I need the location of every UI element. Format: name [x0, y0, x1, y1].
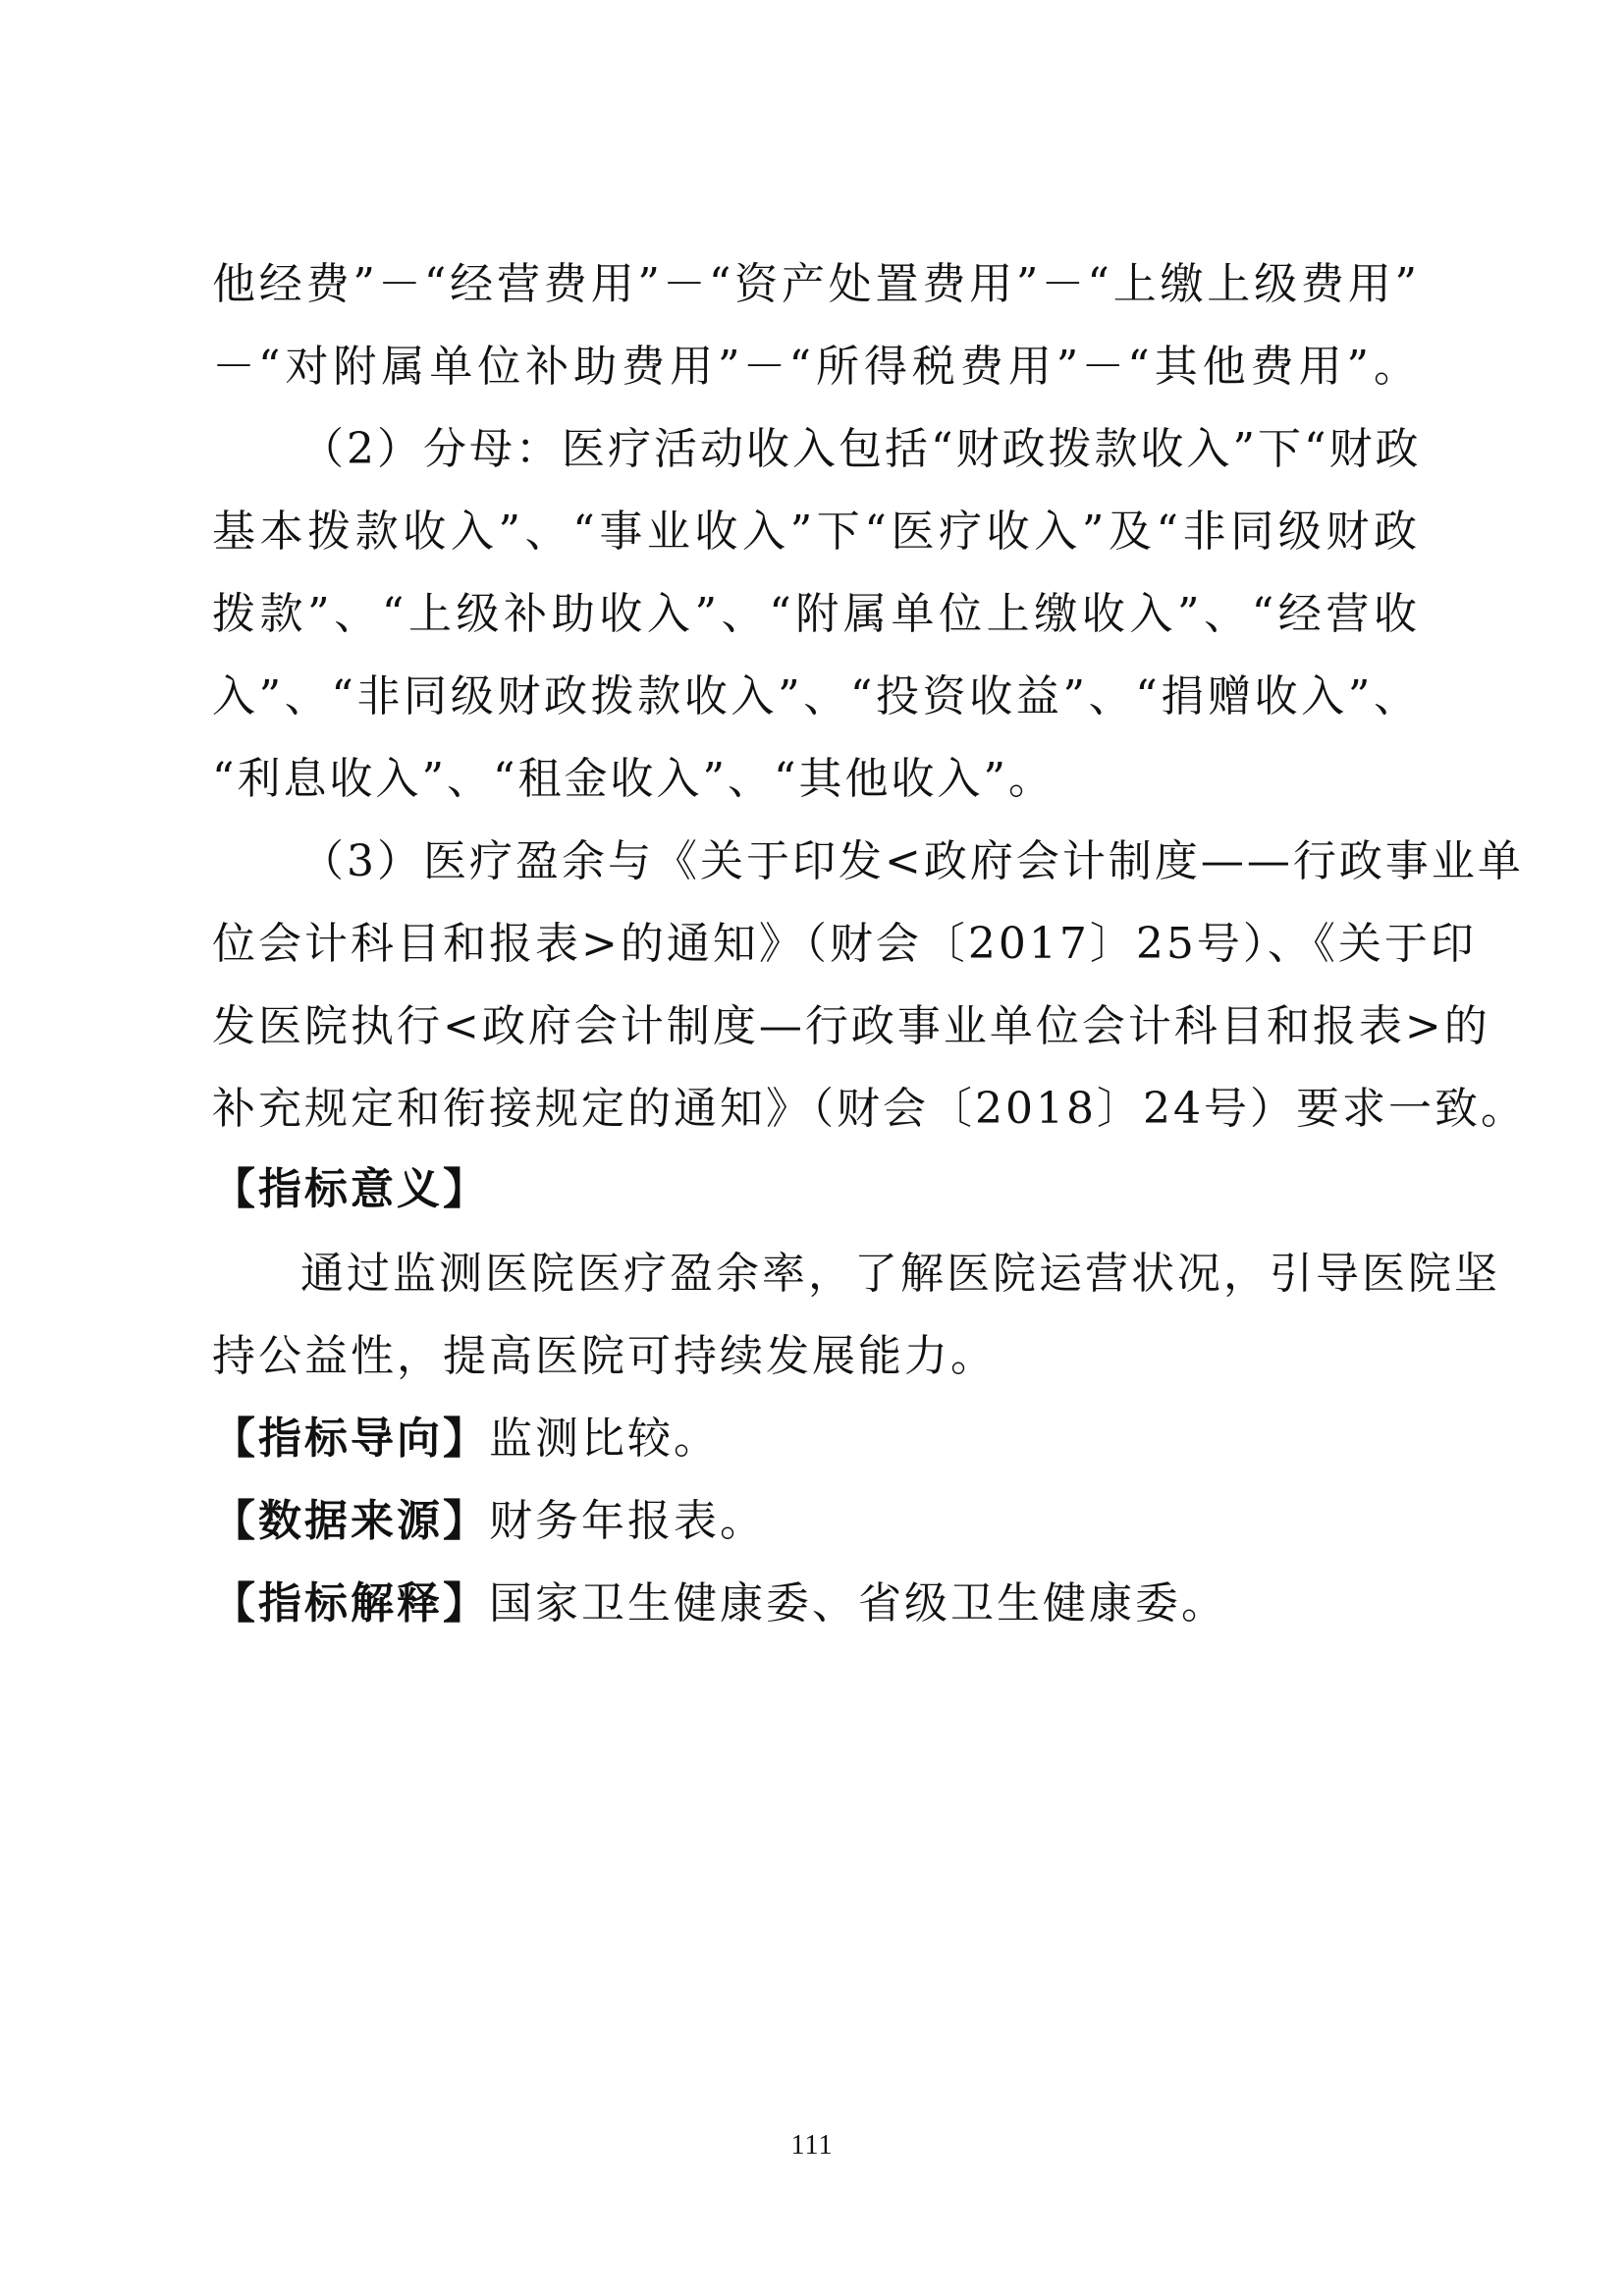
para2-line2: 基本拨款收入”、“事业收入”下“医疗收入”及“非同级财政	[212, 507, 1420, 557]
direction-heading: 【指标导向】	[212, 1414, 489, 1464]
page-number: 111	[790, 2130, 834, 2161]
interpretation-heading: 【指标解释】	[212, 1578, 489, 1629]
source-row	[212, 1480, 1420, 1563]
significance-line2: 持公益性，提高医院可持续发展能力。	[212, 1331, 997, 1381]
significance-line1: 通过监测医院医疗盈余率，了解医院运营状况，引导医院坚	[300, 1249, 1500, 1299]
significance-heading: 【指标意义】	[212, 1164, 489, 1214]
para2-line3: 拨款”、“上级补助收入”、“附属单位上缴收入”、“经营收	[212, 589, 1420, 639]
para2-line4: 入”、“非同级财政拨款收入”、“投资收益”、“捐赠收入”、	[212, 671, 1420, 721]
para3-line3: 发医院执行<政府会计制度—行政事业单位会计科目和报表>的	[212, 1001, 1490, 1051]
interpretation-text: 国家卫生健康委、省级卫生健康委。	[489, 1578, 1227, 1629]
source-text: 财务年报表。	[489, 1496, 766, 1546]
direction-text: 监测比较。	[489, 1414, 720, 1464]
para1-line1: 他经费”－“经营费用”－“资产处置费用”－“上缴上级费用”	[212, 259, 1420, 309]
para2-line1: （2）分母：医疗活动收入包括“财政拨款收入”下“财政	[300, 424, 1422, 474]
para1-line2: －“对附属单位补助费用”－“所得税费用”－“其他费用”。	[212, 342, 1420, 392]
para2-line5: “利息收入”、“租金收入”、“其他收入”。	[212, 754, 1055, 804]
para3-line2: 位会计科目和报表>的通知》（财会〔2017〕25号）、《关于印	[212, 919, 1477, 969]
para3-line1: （3）医疗盈余与《关于印发<政府会计制度——行政事业单	[300, 836, 1524, 886]
interpretation-row	[212, 1563, 1420, 1645]
direction-row	[212, 1398, 1420, 1480]
para3-line4: 补充规定和衔接规定的通知》（财会〔2018〕24号）要求一致。	[212, 1084, 1527, 1134]
source-heading: 【数据来源】	[212, 1496, 489, 1546]
